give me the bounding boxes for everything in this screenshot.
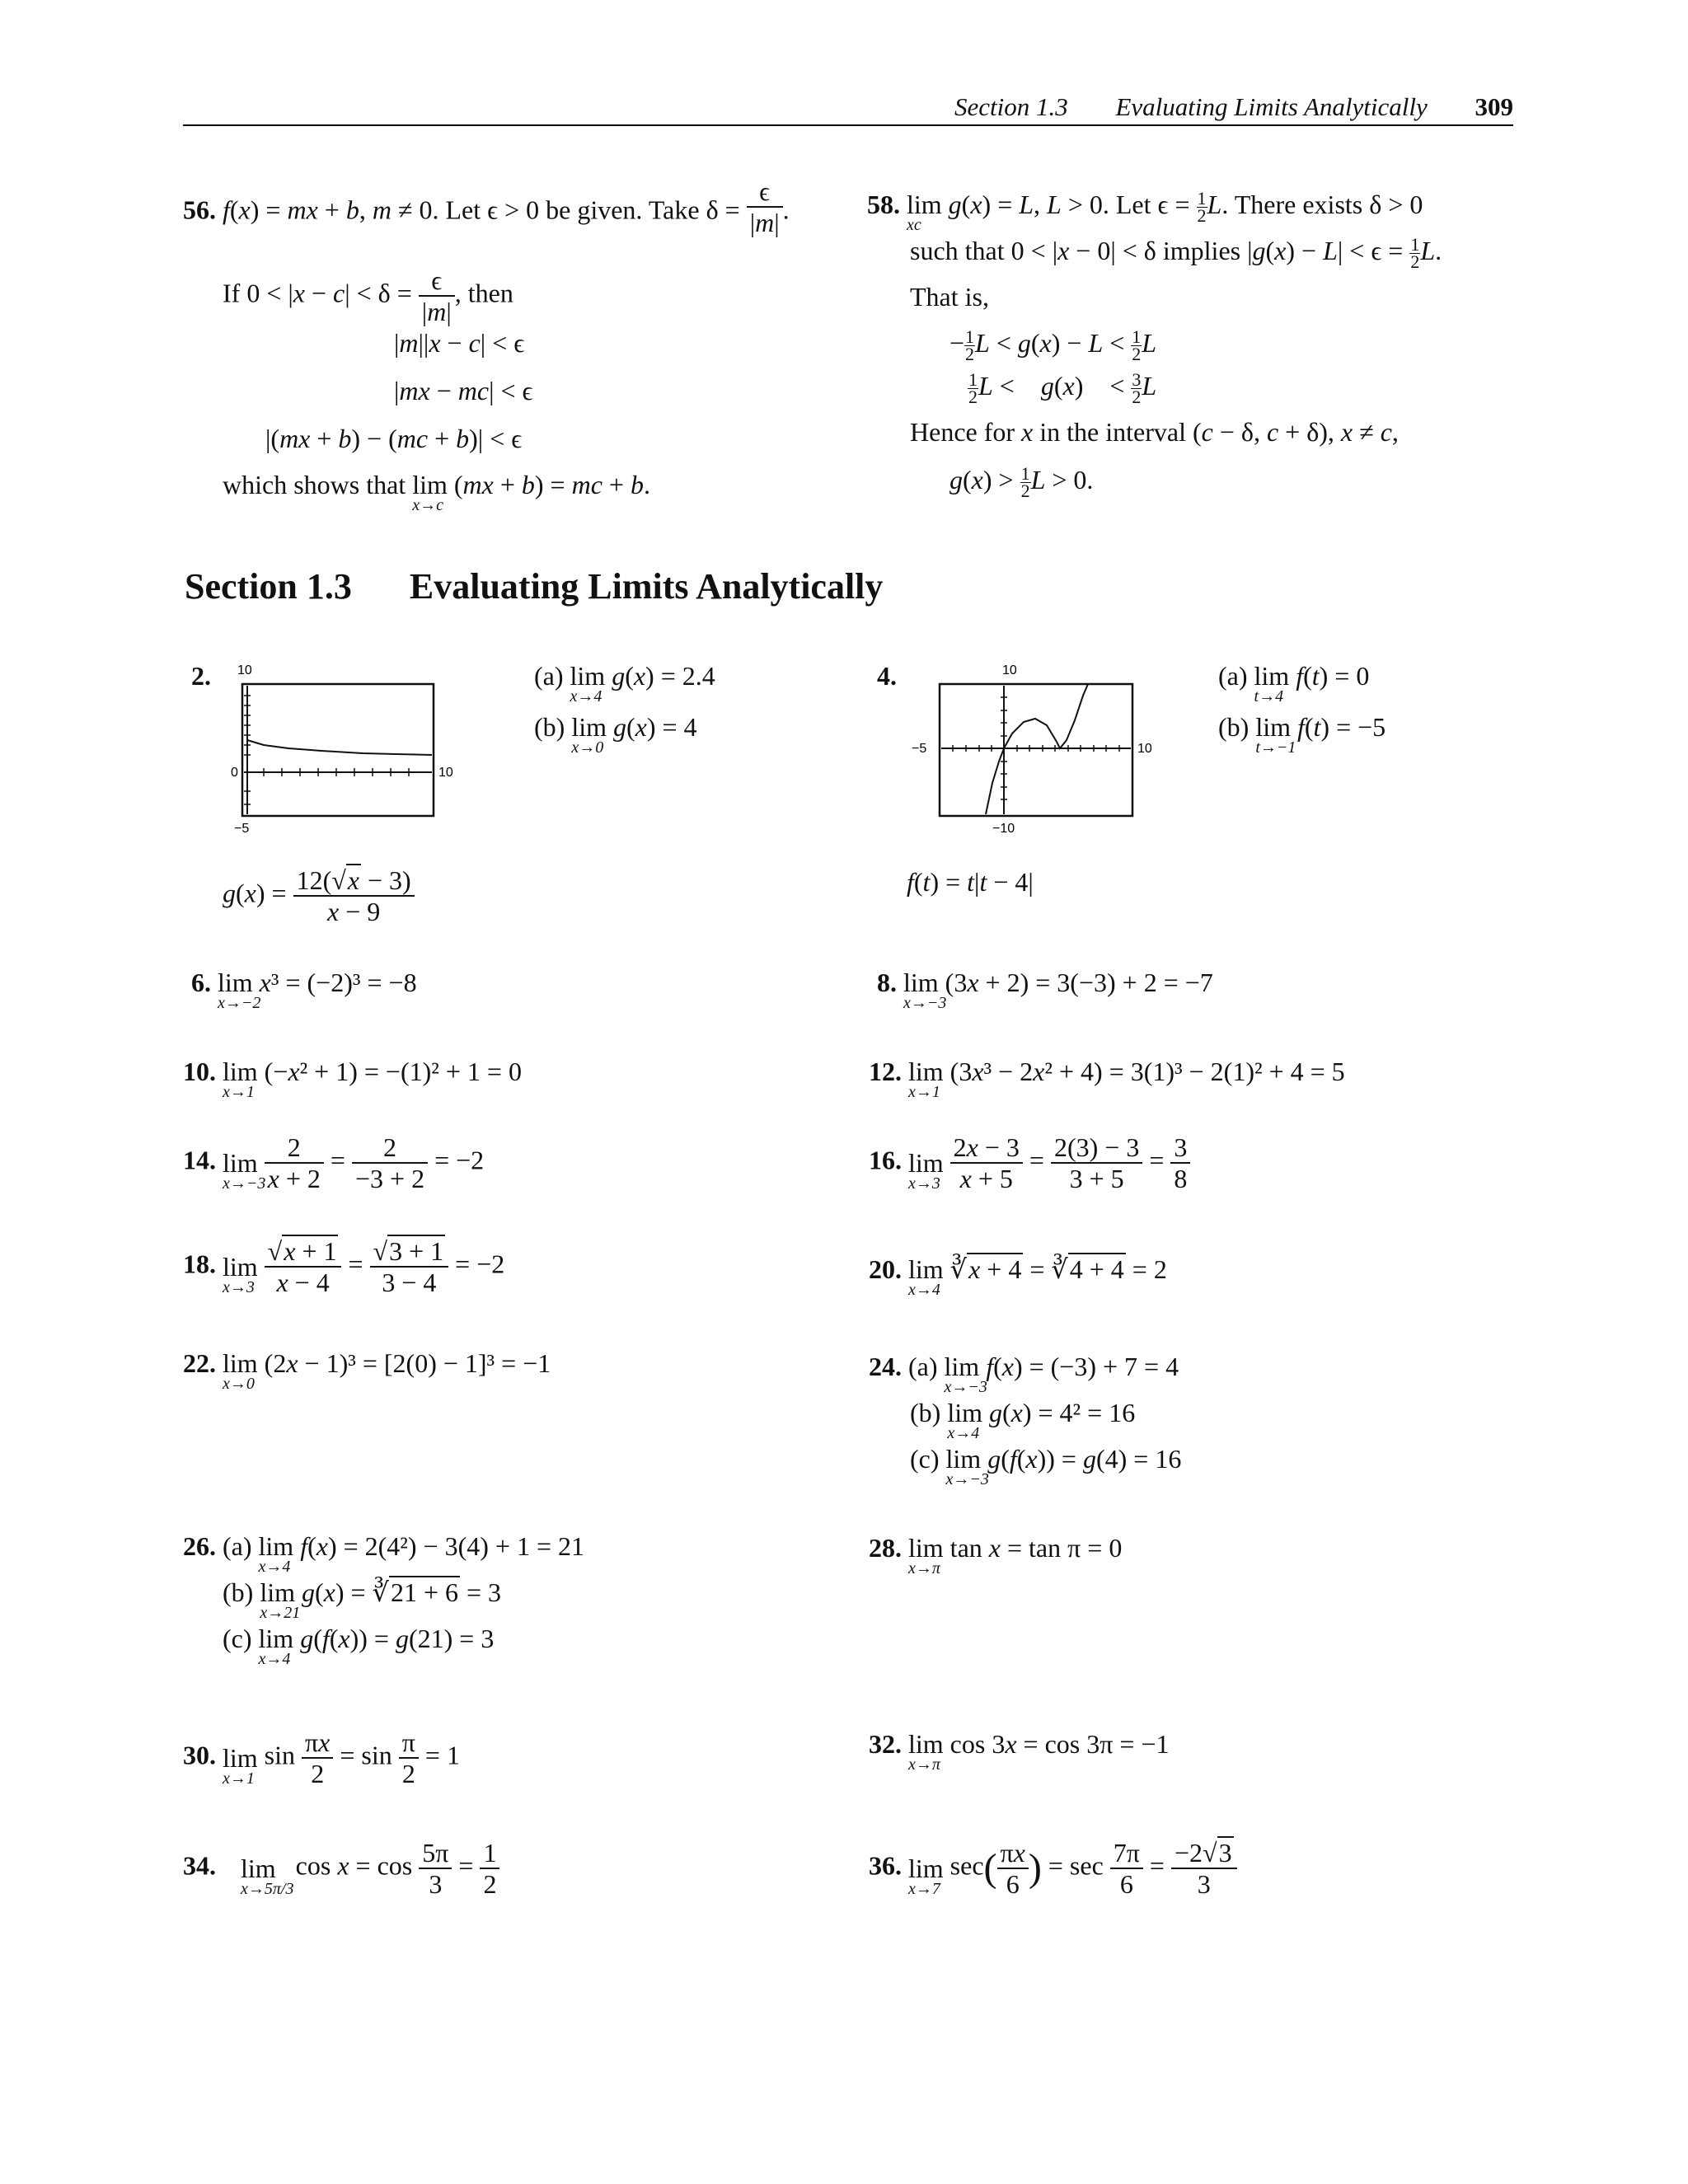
problem-56-line4: |(mx + b) − (mc + b)| < ϵ [265, 424, 523, 453]
problem-56-line5: which shows that lim x→c (mx + b) = mc + b. [223, 470, 650, 514]
problem-58-line6: Hence for x in the interval (c − δ, c + δ), x ≠ c, [910, 417, 1399, 447]
problem-8: 8. lim x→−3 (3x + 2) = 3(−3) + 2 = −7 [877, 968, 1213, 1012]
problem-58-line2: such that 0 < |x − 0| < δ implies |g(x) − L| < ϵ = $\frac{1}{2}$ L. [910, 234, 1442, 273]
problem-number: 58. [867, 190, 900, 219]
svg-text:0: 0 [231, 766, 238, 780]
svg-text:−5: −5 [234, 822, 250, 836]
svg-text:−10: −10 [992, 822, 1015, 836]
header-title: Evaluating Limits Analytically [1115, 92, 1428, 121]
problem-32: 32. lim x→π cos 3x = cos 3π = −1 [869, 1729, 1170, 1774]
problem-16: 16. lim x→3 $\frac{2x - 3}{x + 5}$ = $\frac{2(3) - 3}{3 + 5}$ = $\frac{3}{8}$ [869, 1132, 1190, 1193]
problem-30: 30. lim x→1 sin $\frac{\pi x}{2}$ = sin $\frac{\pi}{2}$ = 1 [183, 1727, 460, 1788]
problem-24b: (b) lim x→4 g(x) = 4² = 16 [910, 1398, 1136, 1442]
svg-text:10: 10 [438, 766, 453, 780]
problem-26b: (b) lim x→21 g(x) = ∛21 + 6 = 3 [223, 1577, 502, 1622]
problem-number: 56. [183, 194, 216, 225]
problem-36: 36. lim x→7 sec( $\frac{\pi x}{6}$ ) = sec $\frac{7\pi}{6}$ = $\frac{-2√3}{3}$ [869, 1838, 1237, 1899]
running-header [0, 92, 1513, 122]
problem-58-line4: − $\frac{1}{2}$ L < g(x) − L < $\frac{1}{2}$ L [950, 326, 1157, 365]
page-number: 309 [1475, 92, 1513, 121]
graph-problem-4 [903, 659, 1167, 841]
section-number: Section 1.3 [185, 566, 352, 607]
problem-56-line3: |mx − mc| < ϵ [394, 376, 533, 405]
problem-24c: (c) lim x→−3 g(f(x)) = g(4) = 16 [910, 1444, 1182, 1488]
problem-26c: (c) lim x→4 g(f(x)) = g(21) = 3 [223, 1624, 495, 1668]
problem-28: 28. lim x→π tan x = tan π = 0 [869, 1533, 1123, 1577]
problem-4-function: f(t) = t|t − 4| [907, 867, 1034, 897]
problem-10: 10. lim x→1 (−x² + 1) = −(1)² + 1 = 0 [183, 1057, 522, 1101]
problem-24a: 24. (a) lim x→−3 f(x) = (−3) + 7 = 4 [869, 1352, 1179, 1396]
graph-problem-2 [231, 659, 453, 841]
problem-18: 18. lim x→3 $\frac{√x + 1}{x - 4}$ = $\frac{√3 + 1}{3 - 4}$ = −2 [183, 1236, 505, 1297]
problem-12: 12. lim x→1 (3x³ − 2x² + 4) = 3(1)³ − 2(1)² + 4 = 5 [869, 1057, 1345, 1101]
svg-text:10: 10 [1002, 663, 1017, 677]
problem-34: 34. lim x→5π/3 cos x = cos $\frac{5\pi}{3}$ = $\frac{1}{2}$ [183, 1838, 499, 1899]
problem-58-line7: g(x) > $\frac{1}{2}$ L > 0. [950, 463, 1094, 502]
problem-22: 22. lim x→0 (2x − 1)³ = [2(0) − 1]³ = −1 [183, 1348, 551, 1393]
problem-56: 56. f(x) = mx + b, m ≠ 0. Let ϵ > 0 be given. Take δ = $\frac{\epsilon}{|m|}$ . [183, 176, 790, 237]
problem-4a: (a) lim t→4 f(t) = 0 [1218, 661, 1370, 705]
problem-number-2: 2. [191, 661, 211, 691]
svg-text:10: 10 [1137, 742, 1152, 756]
problem-56-line1: If 0 < |x − c| < δ = $\frac{\epsilon}{|m|}$ , then [223, 265, 513, 326]
svg-text:−5: −5 [912, 742, 927, 756]
section-heading [185, 565, 883, 607]
header-rule [183, 124, 1513, 126]
section-title: Evaluating Limits Analytically [409, 566, 884, 607]
problem-26a: 26. (a) lim x→4 f(x) = 2(4²) − 3(4) + 1 = 21 [183, 1531, 584, 1576]
problem-20: 20. lim x→4 ∛x + 4 = ∛4 + 4 = 2 [869, 1254, 1167, 1299]
problem-2b: (b) lim x→0 g(x) = 4 [534, 712, 697, 757]
problem-4b: (b) lim t→−1 f(t) = −5 [1218, 712, 1386, 757]
svg-text:10: 10 [237, 663, 252, 677]
problem-56-line2: |m||x − c| < ϵ [394, 328, 525, 358]
problem-58-line3: That is, [910, 282, 989, 312]
problem-2-function: g(x) = $\frac{12(√x - 3)}{x - 9}$ [223, 865, 415, 926]
problem-2a: (a) lim x→4 g(x) = 2.4 [534, 661, 715, 705]
problem-6: 6. lim x→−2 x³ = (−2)³ = −8 [191, 968, 417, 1012]
problem-number-4: 4. [877, 661, 897, 691]
header-section: Section 1.3 [954, 92, 1068, 121]
problem-58: 58. lim xc g(x) = L, L > 0. Let ϵ = $\frac{1}{2}$ L. There exists δ > 0 [867, 188, 1423, 234]
problem-14: 14. lim x→−3 $\frac{2}{x + 2}$ = $\frac{2}{-3 + 2}$ = −2 [183, 1132, 485, 1193]
problem-58-line5: $\frac{1}{2}$ L < g(x) < $\frac{3}{2}$ L [968, 369, 1157, 408]
